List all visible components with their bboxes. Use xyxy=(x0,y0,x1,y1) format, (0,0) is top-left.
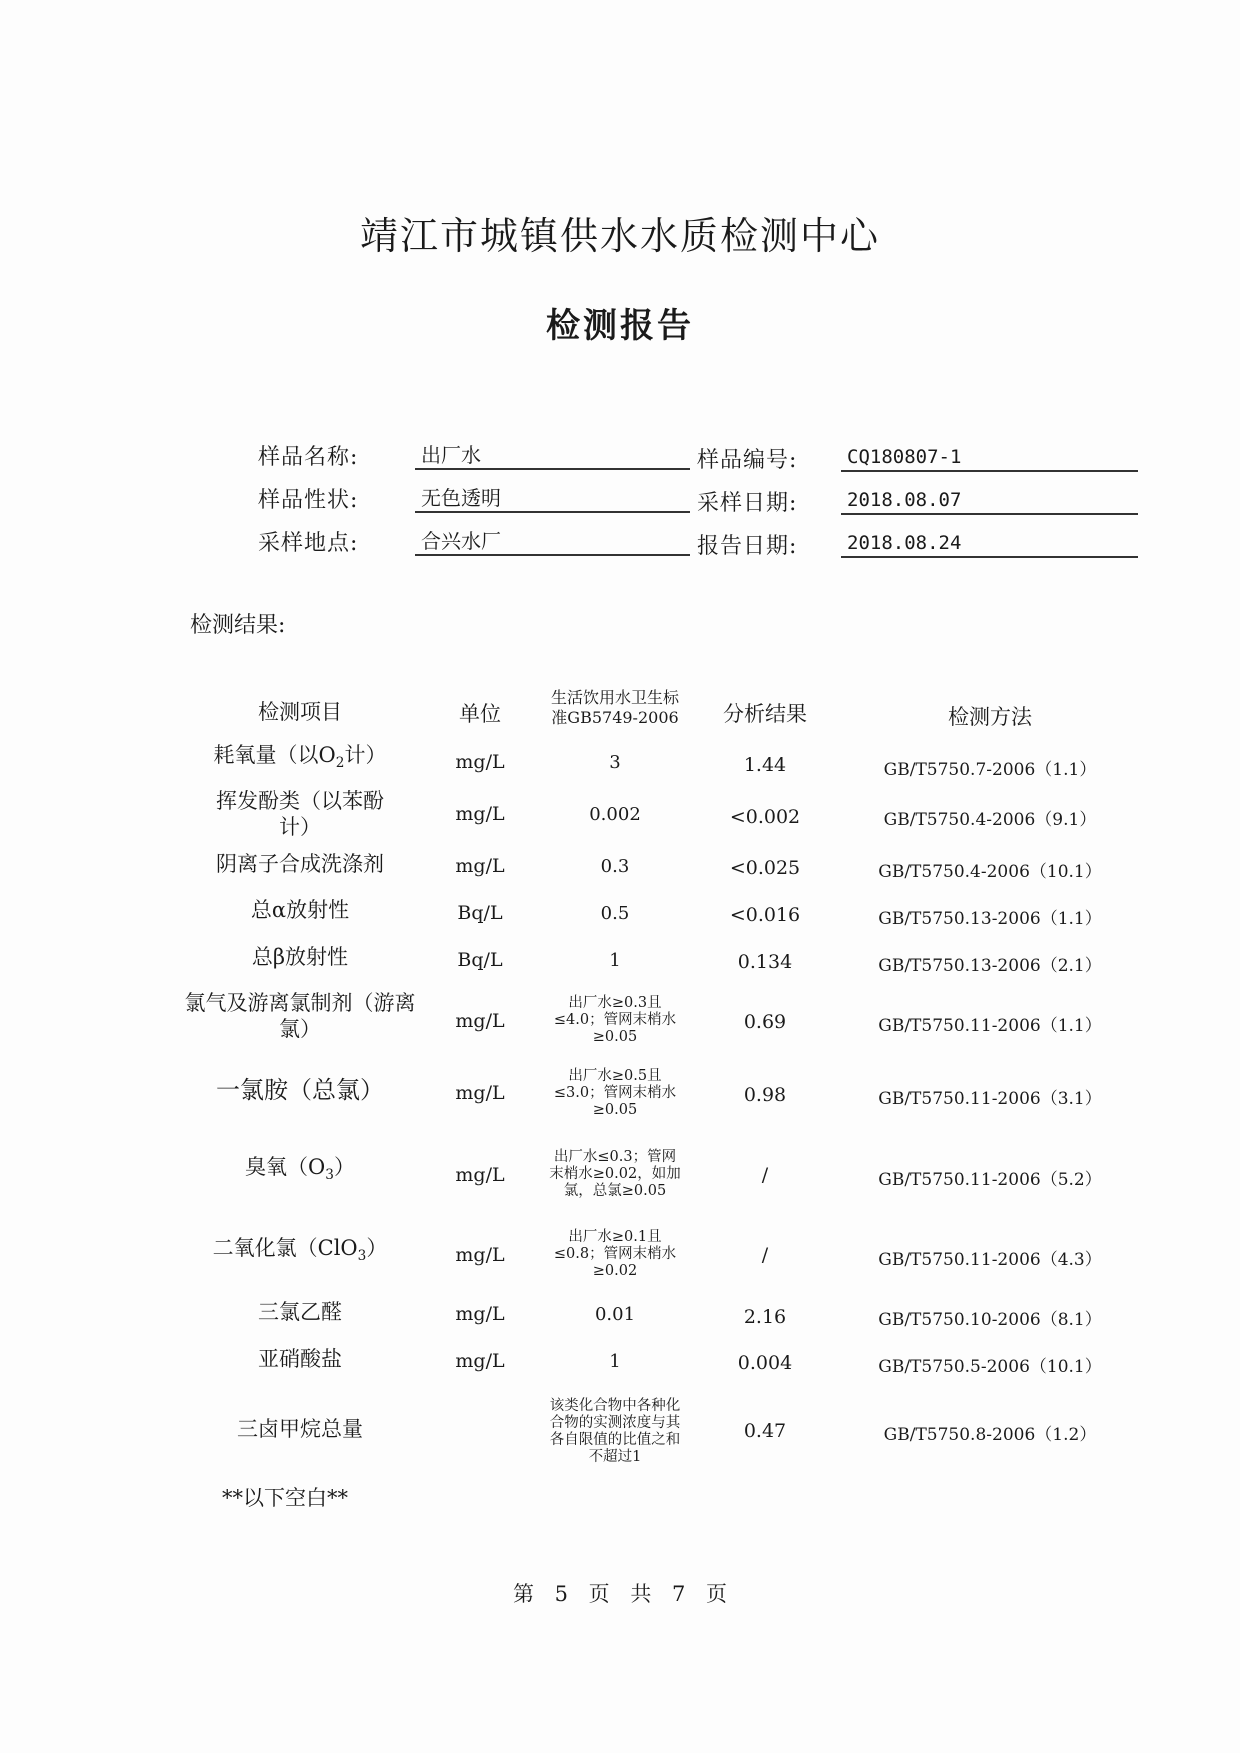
header-unit: 单位 xyxy=(459,702,501,726)
row-standard: 0.3 xyxy=(600,855,630,877)
row-result: 0.004 xyxy=(737,1352,793,1374)
row-item: 总α放射性 xyxy=(250,898,350,922)
row-unit: mg/L xyxy=(455,1303,505,1325)
row-standard: 该类化合物中各种化合物的实测浓度与其各自限值的比值之和不超过1 xyxy=(549,1398,681,1465)
page-number: 第 5 页 共 7 页 xyxy=(512,1582,728,1606)
row-method: GB/T5750.11-2006（3.1） xyxy=(878,1088,1102,1109)
row-item: 氯气及游离氯制剂（游离氯） xyxy=(184,991,416,1041)
header-result: 分析结果 xyxy=(723,702,807,726)
row-standard: 出厂水≤0.3；管网末梢水≥0.02，如加氯，总氯≥0.05 xyxy=(549,1148,681,1199)
blank-note: **以下空白** xyxy=(222,1486,348,1510)
row-unit: mg/L xyxy=(455,1244,505,1266)
row-unit: mg/L xyxy=(455,855,505,877)
row-unit: mg/L xyxy=(455,1164,505,1186)
row-method: GB/T5750.11-2006（5.2） xyxy=(878,1169,1102,1190)
row-item: 二氧化氯（ClO$_3$） xyxy=(212,1235,388,1265)
row-item: 耗氧量（以$O_2$计） xyxy=(213,742,387,772)
row-result: 2.16 xyxy=(743,1306,787,1328)
row-method: GB/T5750.4-2006（10.1） xyxy=(878,861,1102,882)
row-standard: 出厂水≥0.3且≤4.0；管网末梢水≥0.05 xyxy=(553,994,677,1045)
row-result: 0.69 xyxy=(743,1011,787,1033)
sample-state-label: 样品性状: xyxy=(258,488,359,513)
row-method: GB/T5750.8-2006（1.2） xyxy=(883,1424,1097,1445)
sample-code-label: 样品编号: xyxy=(697,448,798,473)
sample-name-label: 样品名称: xyxy=(258,445,359,470)
row-result: <0.002 xyxy=(729,806,801,828)
row-item: 挥发酚类（以苯酚计） xyxy=(216,789,384,839)
row-unit: mg/L xyxy=(455,751,505,773)
row-unit: mg/L xyxy=(455,1082,505,1104)
row-standard: 1 xyxy=(609,949,621,971)
sample-location-field: 合兴水厂 xyxy=(415,530,690,556)
sample-date-label: 采样日期: xyxy=(697,491,798,516)
row-result: 0.47 xyxy=(743,1420,787,1442)
row-standard: 1 xyxy=(609,1350,621,1372)
row-method: GB/T5750.10-2006（8.1） xyxy=(878,1309,1102,1330)
header-standard: 生活饮用水卫生标准GB5749-2006 xyxy=(550,688,679,727)
row-standard: 0.002 xyxy=(589,803,641,825)
row-method: GB/T5750.7-2006（1.1） xyxy=(883,759,1097,780)
row-unit: mg/L xyxy=(455,1010,505,1032)
row-unit: Bq/L xyxy=(457,902,503,924)
row-result: <0.025 xyxy=(729,857,801,879)
sample-state-field: 无色透明 xyxy=(415,487,690,513)
row-standard: 出厂水≥0.5且≤3.0；管网末梢水≥0.05 xyxy=(553,1067,677,1118)
row-method: GB/T5750.11-2006（4.3） xyxy=(878,1249,1102,1270)
row-unit: mg/L xyxy=(455,1350,505,1372)
organization-title: 靖江市城镇供水水质检测中心 xyxy=(359,214,880,258)
sample-code-field: CQ180807-1 xyxy=(841,446,1138,472)
sample-location-label: 采样地点: xyxy=(258,531,359,556)
results-heading: 检测结果: xyxy=(190,613,286,638)
row-item: 三氯乙醛 xyxy=(258,1300,342,1324)
row-method: GB/T5750.11-2006（1.1） xyxy=(878,1015,1102,1036)
header-method: 检测方法 xyxy=(948,705,1032,729)
row-unit: mg/L xyxy=(455,803,505,825)
header-item: 检测项目 xyxy=(258,700,342,724)
row-item: 臭氧$(O_3)$ xyxy=(245,1154,355,1184)
row-result: / xyxy=(761,1164,769,1186)
row-result: 0.134 xyxy=(737,951,793,973)
row-method: GB/T5750.13-2006（1.1） xyxy=(878,908,1102,929)
row-unit: Bq/L xyxy=(457,949,503,971)
row-standard: 0.5 xyxy=(600,902,630,924)
row-item: 亚硝酸盐 xyxy=(258,1347,342,1371)
row-unit xyxy=(430,1412,530,1446)
row-result: <0.016 xyxy=(729,904,801,926)
report-date-field: 2018.08.24 xyxy=(841,532,1138,558)
row-method: GB/T5750.13-2006（2.1） xyxy=(878,955,1102,976)
row-item: 三卤甲烷总量 xyxy=(237,1417,363,1441)
sample-name-field: 出厂水 xyxy=(415,444,690,470)
row-standard: 出厂水≥0.1且≤0.8；管网末梢水≥0.02 xyxy=(553,1228,677,1279)
row-method: GB/T5750.4-2006（9.1） xyxy=(883,809,1097,830)
row-item: 阴离子合成洗涤剂 xyxy=(216,852,384,876)
report-title: 检测报告 xyxy=(546,306,694,346)
row-method: GB/T5750.5-2006（10.1） xyxy=(878,1356,1102,1377)
sample-date-field: 2018.08.07 xyxy=(841,489,1138,515)
row-result: 1.44 xyxy=(743,754,787,776)
row-result: / xyxy=(761,1244,769,1266)
report-date-label: 报告日期: xyxy=(697,534,798,559)
row-result: 0.98 xyxy=(743,1084,787,1106)
row-item: 总β放射性 xyxy=(251,945,349,969)
row-item: 一氯胺（总氯） xyxy=(216,1076,384,1104)
row-standard: 0.01 xyxy=(594,1303,636,1325)
row-standard: 3 xyxy=(609,751,621,773)
